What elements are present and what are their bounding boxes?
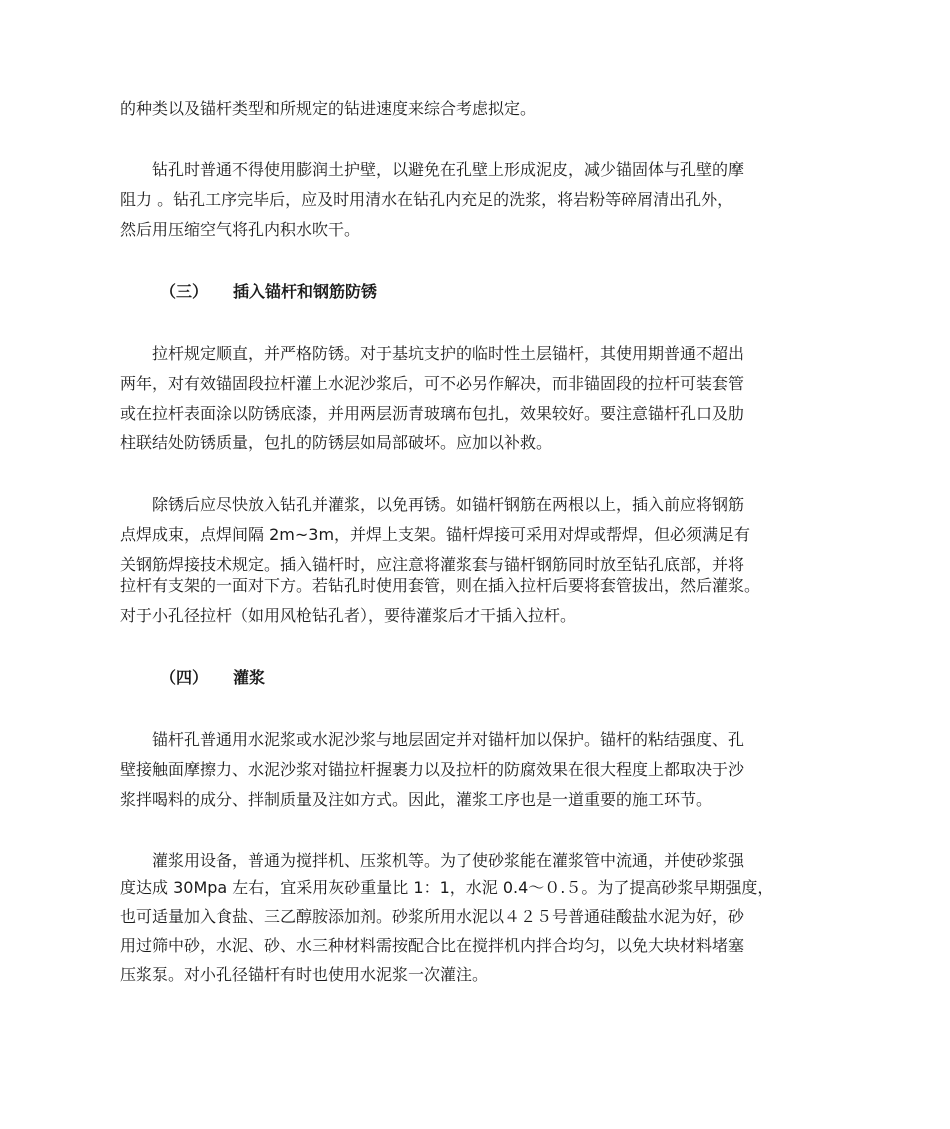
text-line: 灌浆用设备，普通为搅拌机、压浆机等。为了使砂浆能在灌浆管中流通，并使砂浆强 xyxy=(120,851,745,870)
text-line: 拉杆规定顺直，并严格防锈。对于基坑支护的临时性土层锚杆，其使用期普通不超出 xyxy=(120,344,745,363)
heading-number: （三） xyxy=(160,282,209,301)
text-line: 度达成 30Mpa 左右，宜采用灰砂重量比 1：1，水泥 0.4～０.５。为了提高砂浆早期强度， xyxy=(120,878,774,897)
text-line: 钻孔时普通不得使用膨润土护壁，以避免在孔壁上形成泥皮，减少锚固体与孔壁的摩 xyxy=(120,160,745,179)
text-line: 用过筛中砂，水泥、砂、水三种材料需按配合比在搅拌机内拌合均匀，以免大块材料堵塞 xyxy=(120,936,745,955)
text-line: 柱联结处防锈质量，包扎的防锈层如局部破坏。应加以补救。 xyxy=(120,433,553,452)
text-line: 对于小孔径拉杆（如用风枪钻孔者），要待灌浆后才干插入拉杆。 xyxy=(120,606,577,625)
text-line: 壁接触面摩擦力、水泥沙浆对锚拉杆握裹力以及拉杆的防腐效果在很大程度上都取决于沙 xyxy=(120,760,745,779)
text-line: 拉杆有支架的一面对下方。若钻孔时使用套管，则在插入拉杆后要将套管拔出，然后灌浆。 xyxy=(120,576,761,595)
text-line: 关钢筋焊接技术规定。插入锚杆时，应注意将灌浆套与锚杆钢筋同时放至钻孔底部，并将 xyxy=(120,555,745,574)
text-line: 阻力 。钻孔工序完毕后，应及时用清水在钻孔内充足的洗浆，将岩粉等碎屑清出孔外， xyxy=(120,190,734,209)
text-line: 锚杆孔普通用水泥浆或水泥沙浆与地层固定并对锚杆加以保护。锚杆的粘结强度、孔 xyxy=(120,730,745,749)
text-line: 的种类以及锚杆类型和所规定的钻进速度来综合考虑拟定。 xyxy=(120,99,537,118)
text-line: 或在拉杆表面涂以防锈底漆，并用两层沥青玻璃布包扎，效果较好。要注意锚杆孔口及肋 xyxy=(120,404,745,423)
heading-title: 插入锚杆和钢筋防锈 xyxy=(233,282,378,301)
heading-title: 灌浆 xyxy=(233,668,266,687)
heading-number: （四） xyxy=(160,668,209,687)
text-line: 压浆泵。对小孔径锚杆有时也使用水泥浆一次灌注。 xyxy=(120,965,489,984)
text-line: 两年，对有效锚固段拉杆灌上水泥沙浆后，可不必另作解决，而非锚固段的拉杆可装套管 xyxy=(120,374,745,393)
text-line: 点焊成束，点焊间隔 2m~3m，并焊上支架。锚杆焊接可采用对焊或帮焊，但必须满足有 xyxy=(120,525,751,544)
text-line: 然后用压缩空气将孔内积水吹干。 xyxy=(120,220,361,239)
text-line: 除锈后应尽快放入钻孔并灌浆，以免再锈。如锚杆钢筋在两根以上，插入前应将钢筋 xyxy=(120,495,745,514)
text-line: 浆拌喝料的成分、拌制质量及注如方式。因此，灌浆工序也是一道重要的施工环节。 xyxy=(120,790,713,809)
text-line: 也可适量加入食盐、三乙醇胺添加剂。砂浆所用水泥以４２５号普通硅酸盐水泥为好，砂 xyxy=(120,907,745,926)
